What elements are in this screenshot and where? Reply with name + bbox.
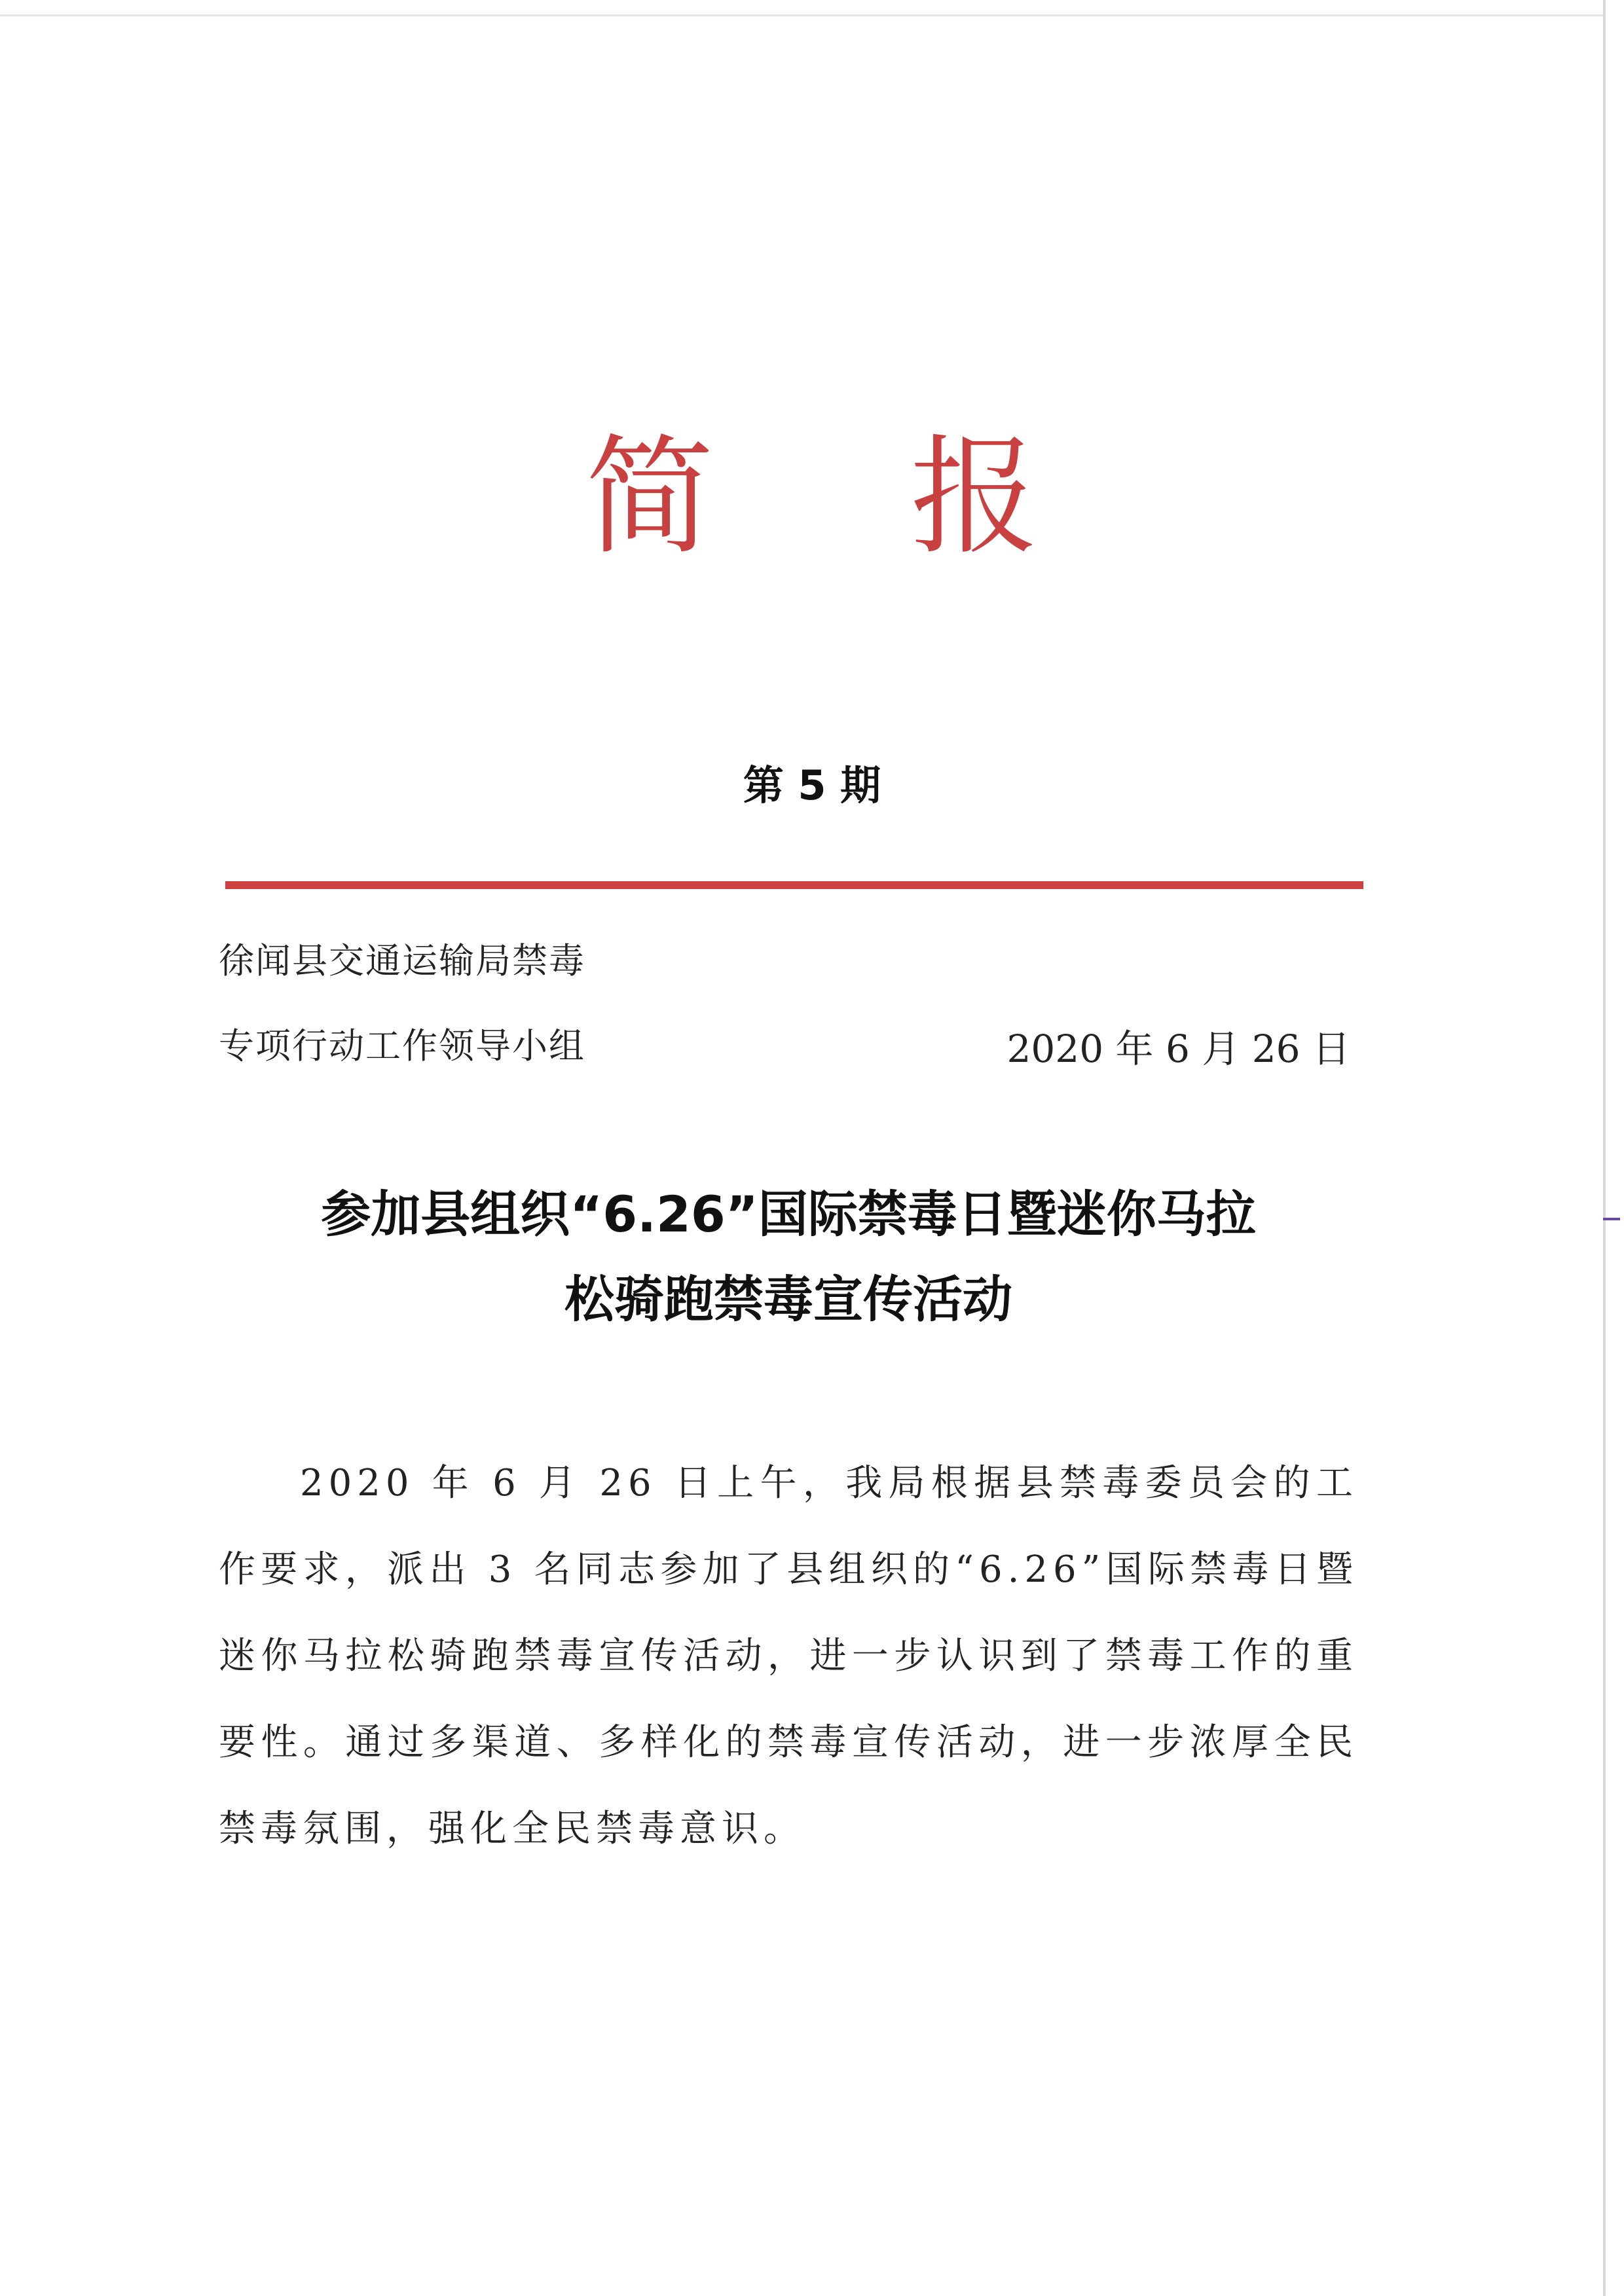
bulletin-title [0,419,1624,576]
scan-edge-top [0,14,1603,16]
red-divider-rule [225,881,1363,889]
bulletin-title-char-2: 报 [910,423,1039,572]
article-title-line-1: 参加县组织“6.26”国际禁毒日暨迷你马拉 [321,1185,1256,1243]
issue-number: 第 5 期 [743,761,881,809]
article-title [219,1172,1358,1342]
article-title-line-2: 松骑跑禁毒宣传活动 [564,1270,1012,1328]
margin-mark [1603,1218,1620,1220]
article-body: 2020 年 6 月 26 日上午，我局根据县禁毒委员会的工作要求，派出 3 名同志参加了县组织的“6.26”国际禁毒日暨迷你马拉松骑跑禁毒宣传活动，进一步认识到了禁毒工作的重要性。通过多渠道、多样化的禁毒宣传活动，进一步浓厚全民禁毒氛围，强化全民禁毒意识。 [219,1462,1358,1850]
publication-date: 2020 年 6 月 26 日 [1006,1027,1350,1071]
bulletin-title-char-1: 简 [585,423,714,572]
scan-edge-right [1603,0,1606,2296]
issuer-line-1: 徐闻县交通运输局禁毒 [219,940,585,981]
issuer-line-2: 专项行动工作领导小组 [219,1025,585,1066]
